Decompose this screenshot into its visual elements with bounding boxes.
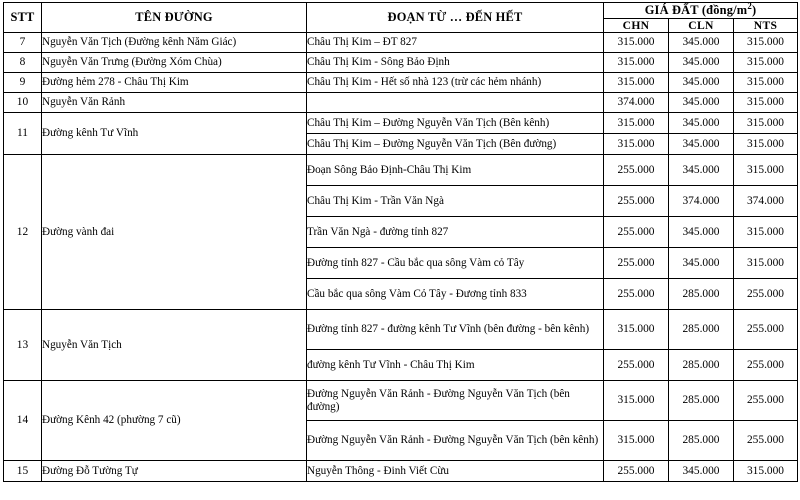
cell-price-cln: 345.000 — [669, 134, 734, 155]
cell-price-chn: 255.000 — [604, 186, 669, 217]
cell-segment: Châu Thị Kim – Đường Nguyễn Văn Tịch (Bên kênh) — [307, 113, 604, 134]
cell-stt: 13 — [4, 310, 42, 381]
cell-price-cln: 285.000 — [669, 381, 734, 421]
header-road-name: TÊN ĐƯỜNG — [42, 3, 307, 33]
cell-price-chn: 315.000 — [604, 421, 669, 461]
cell-price-nts: 255.000 — [734, 421, 798, 461]
cell-price-chn: 315.000 — [604, 381, 669, 421]
header-price-group — [604, 3, 798, 19]
cell-price-cln: 345.000 — [669, 53, 734, 73]
cell-price-nts: 315.000 — [734, 93, 798, 113]
cell-price-nts: 315.000 — [734, 113, 798, 134]
cell-segment: Châu Thị Kim - Trần Văn Ngà — [307, 186, 604, 217]
cell-price-cln: 345.000 — [669, 461, 734, 482]
cell-stt: 7 — [4, 33, 42, 53]
land-price-table — [3, 2, 798, 482]
cell-stt: 14 — [4, 381, 42, 461]
cell-price-nts: 315.000 — [734, 155, 798, 186]
cell-price-cln: 285.000 — [669, 350, 734, 381]
cell-road-name: Đường Đỗ Tường Tự — [42, 461, 307, 482]
cell-price-cln: 345.000 — [669, 155, 734, 186]
header-chn: CHN — [604, 18, 669, 33]
cell-price-chn: 255.000 — [604, 461, 669, 482]
header-stt: STT — [4, 3, 42, 33]
cell-stt: 8 — [4, 53, 42, 73]
cell-road-name: Nguyễn Văn Rảnh — [42, 93, 307, 113]
cell-segment: Đường Nguyễn Văn Rảnh - Đường Nguyễn Văn Tịch (bên đường) — [307, 381, 604, 421]
cell-price-chn: 255.000 — [604, 248, 669, 279]
table-row — [4, 155, 798, 186]
cell-price-nts: 315.000 — [734, 53, 798, 73]
cell-price-cln: 345.000 — [669, 113, 734, 134]
cell-road-name: Nguyễn Văn Trưng (Đường Xóm Chùa) — [42, 53, 307, 73]
table-row — [4, 381, 798, 421]
cell-price-chn: 255.000 — [604, 279, 669, 310]
cell-price-nts: 374.000 — [734, 186, 798, 217]
cell-stt: 11 — [4, 113, 42, 155]
cell-stt: 9 — [4, 73, 42, 93]
table-row — [4, 93, 798, 113]
cell-price-chn: 255.000 — [604, 350, 669, 381]
cell-price-chn: 315.000 — [604, 310, 669, 350]
cell-segment: Đường tỉnh 827 - đường kênh Tư Vĩnh (bên đường - bên kênh) — [307, 310, 604, 350]
cell-segment: Châu Thị Kim – Đường Nguyễn Văn Tịch (Bên đường) — [307, 134, 604, 155]
cell-road-name: Đường kênh Tư Vĩnh — [42, 113, 307, 155]
cell-price-chn: 255.000 — [604, 217, 669, 248]
header-price-group-sup: 2 — [747, 2, 752, 11]
header-row-top — [4, 3, 798, 19]
cell-price-cln: 345.000 — [669, 33, 734, 53]
cell-price-chn: 255.000 — [604, 155, 669, 186]
cell-segment: Cầu bắc qua sông Vàm Cỏ Tây - Đương tỉnh 833 — [307, 279, 604, 310]
cell-price-chn: 315.000 — [604, 73, 669, 93]
header-cln: CLN — [669, 18, 734, 33]
cell-price-nts: 255.000 — [734, 310, 798, 350]
cell-road-name: Nguyễn Văn Tịch (Đường kênh Năm Giác) — [42, 33, 307, 53]
cell-price-cln: 285.000 — [669, 310, 734, 350]
table-row — [4, 310, 798, 350]
table-row — [4, 73, 798, 93]
cell-price-chn: 315.000 — [604, 33, 669, 53]
cell-price-nts: 255.000 — [734, 381, 798, 421]
table-header — [4, 3, 798, 33]
cell-price-chn: 315.000 — [604, 113, 669, 134]
cell-price-nts: 255.000 — [734, 279, 798, 310]
table-row — [4, 113, 798, 134]
cell-price-nts: 315.000 — [734, 461, 798, 482]
cell-segment: đường kênh Tư Vĩnh - Châu Thị Kim — [307, 350, 604, 381]
table-body — [4, 33, 798, 482]
cell-price-nts: 255.000 — [734, 350, 798, 381]
cell-road-name: Đường vành đai — [42, 155, 307, 310]
cell-stt: 12 — [4, 155, 42, 310]
cell-price-nts: 315.000 — [734, 73, 798, 93]
cell-segment: Nguyễn Thông - Đinh Viết Cừu — [307, 461, 604, 482]
cell-price-nts: 315.000 — [734, 134, 798, 155]
cell-segment: Đoạn Sông Bảo Định-Châu Thị Kim — [307, 155, 604, 186]
cell-price-chn: 374.000 — [604, 93, 669, 113]
cell-price-nts: 315.000 — [734, 217, 798, 248]
cell-price-cln: 345.000 — [669, 93, 734, 113]
cell-price-chn: 315.000 — [604, 53, 669, 73]
cell-segment: Châu Thị Kim – ĐT 827 — [307, 33, 604, 53]
cell-price-nts: 315.000 — [734, 33, 798, 53]
cell-price-cln: 345.000 — [669, 248, 734, 279]
cell-price-cln: 345.000 — [669, 217, 734, 248]
header-nts: NTS — [734, 18, 798, 33]
table-row — [4, 33, 798, 53]
cell-stt: 15 — [4, 461, 42, 482]
cell-price-cln: 285.000 — [669, 279, 734, 310]
cell-road-name: Đường Kênh 42 (phường 7 cũ) — [42, 381, 307, 461]
table-row — [4, 53, 798, 73]
cell-price-cln: 374.000 — [669, 186, 734, 217]
cell-price-nts: 315.000 — [734, 248, 798, 279]
cell-stt: 10 — [4, 93, 42, 113]
table-row — [4, 461, 798, 482]
cell-segment: Trần Văn Ngà - đường tỉnh 827 — [307, 217, 604, 248]
cell-segment: Đường Nguyễn Văn Rảnh - Đường Nguyễn Văn Tịch (bên kênh) — [307, 421, 604, 461]
cell-segment: Châu Thị Kim - Sông Bảo Định — [307, 53, 604, 73]
cell-segment — [307, 93, 604, 113]
cell-road-name: Đường hẻm 278 - Châu Thị Kim — [42, 73, 307, 93]
cell-price-chn: 315.000 — [604, 134, 669, 155]
header-price-group-tail: ) — [751, 3, 757, 17]
cell-segment: Đường tỉnh 827 - Cầu bắc qua sông Vàm cỏ Tây — [307, 248, 604, 279]
cell-segment: Châu Thị Kim - Hết số nhà 123 (trừ các hẻm nhánh) — [307, 73, 604, 93]
header-price-group-text: GIÁ ĐẤT (đồng/m — [644, 3, 748, 17]
cell-road-name: Nguyễn Văn Tịch — [42, 310, 307, 381]
cell-price-cln: 345.000 — [669, 73, 734, 93]
cell-price-cln: 285.000 — [669, 421, 734, 461]
header-segment: ĐOẠN TỪ … ĐẾN HẾT — [307, 3, 604, 33]
